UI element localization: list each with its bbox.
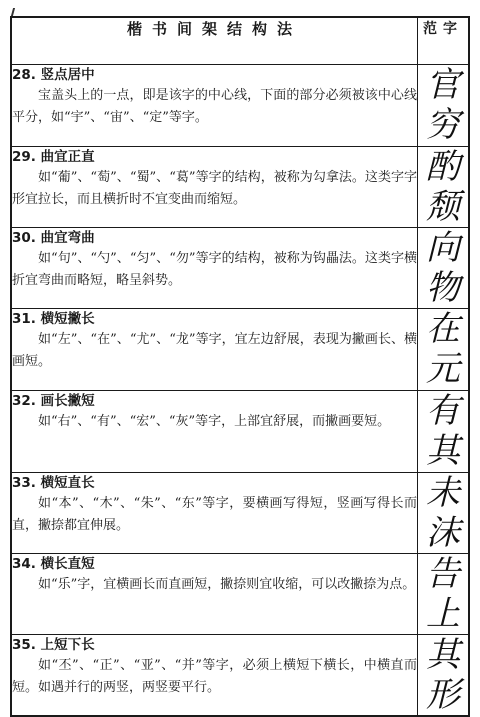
section-text xyxy=(11,554,418,635)
sample-char: 未 xyxy=(426,473,460,513)
sample-char: 上 xyxy=(426,594,460,634)
section-body: 宝盖头上的一点，即是该字的中心线，下面的部分必须被该中心线平分，如“宇”、“宙”、“定”等字。 xyxy=(12,88,417,125)
sample-chars xyxy=(418,473,470,554)
section-title: 32. 画长撇短 xyxy=(12,393,95,409)
corner-mark xyxy=(11,8,21,16)
section-body: 如“句”、“勺”、“匀”、“勿”等字的结构，被称为钩畾法。这类字横折宜弯曲而略短，略呈斜势。 xyxy=(12,251,417,288)
section-text xyxy=(11,309,418,391)
sample-char: 其 xyxy=(426,635,460,675)
sample-char: 在 xyxy=(426,309,460,349)
sample-char: 沫 xyxy=(426,513,460,553)
table-row xyxy=(11,391,469,473)
section-body: 如“乐”字，宜横画长而直画短，撇捺则宜收缩，可以改撇捺为点。 xyxy=(38,577,416,592)
sample-char: 物 xyxy=(426,268,460,308)
sample-chars xyxy=(418,147,470,228)
table-header-row xyxy=(11,17,469,65)
section-body: 如“丕”、“正”、“亚”、“并”等字，必须上横短下横长，中横直而短。如遇并行的两竖，两竖要平行。 xyxy=(12,658,417,695)
sample-chars xyxy=(418,309,470,391)
table-title: 楷书间架结构法 xyxy=(11,17,418,65)
section-title: 30. 曲宜弯曲 xyxy=(12,230,95,246)
section-text xyxy=(11,65,418,147)
section-text xyxy=(11,147,418,228)
sample-char: 向 xyxy=(426,228,460,268)
sample-char: 告 xyxy=(426,554,460,594)
structure-table xyxy=(10,16,470,717)
sample-char: 形 xyxy=(426,675,460,715)
section-body: 如“本”、“木”、“朱”、“东”等字，要横画写得短，竖画写得长而直，撇捺都宜伸展。 xyxy=(12,496,417,533)
section-title: 29. 曲宜正直 xyxy=(12,149,95,165)
sample-char: 官 xyxy=(426,65,460,105)
sample-chars xyxy=(418,635,470,717)
section-body: 如“右”、“有”、“宏”、“灰”等字，上部宜舒展，而撇画要短。 xyxy=(38,414,391,429)
sample-char: 其 xyxy=(426,431,460,471)
sample-char: 穷 xyxy=(426,105,460,145)
sample-chars xyxy=(418,228,470,309)
section-body: 如“葡”、“萄”、“蜀”、“葛”等字的结构，被称为勾拿法。这类字字形宜拉长，而且横折时不宜变曲而缩短。 xyxy=(12,170,417,207)
sample-char: 元 xyxy=(426,349,460,389)
section-text xyxy=(11,635,418,717)
table-row xyxy=(11,635,469,717)
table-row xyxy=(11,473,469,554)
sample-chars xyxy=(418,554,470,635)
section-title: 35. 上短下长 xyxy=(12,637,95,653)
section-title: 31. 横短撇长 xyxy=(12,311,95,327)
table-row xyxy=(11,554,469,635)
table-row xyxy=(11,147,469,228)
sample-chars xyxy=(418,65,470,147)
section-title: 34. 横长直短 xyxy=(12,556,95,572)
page xyxy=(10,8,470,715)
table-row xyxy=(11,65,469,147)
sample-char: 颓 xyxy=(426,187,460,227)
table-row xyxy=(11,309,469,391)
section-title: 28. 竖点居中 xyxy=(12,67,95,83)
section-text xyxy=(11,473,418,554)
section-title: 33. 横短直长 xyxy=(12,475,95,491)
table-row xyxy=(11,228,469,309)
sample-char: 有 xyxy=(426,391,460,431)
section-text xyxy=(11,228,418,309)
sample-chars xyxy=(418,391,470,473)
sample-char: 酌 xyxy=(426,147,460,187)
sample-chars-heading: 范字 xyxy=(418,17,470,65)
section-text xyxy=(11,391,418,473)
section-body: 如“左”、“在”、“尤”、“龙”等字，宜左边舒展，表现为撇画长、横画短。 xyxy=(12,332,417,369)
